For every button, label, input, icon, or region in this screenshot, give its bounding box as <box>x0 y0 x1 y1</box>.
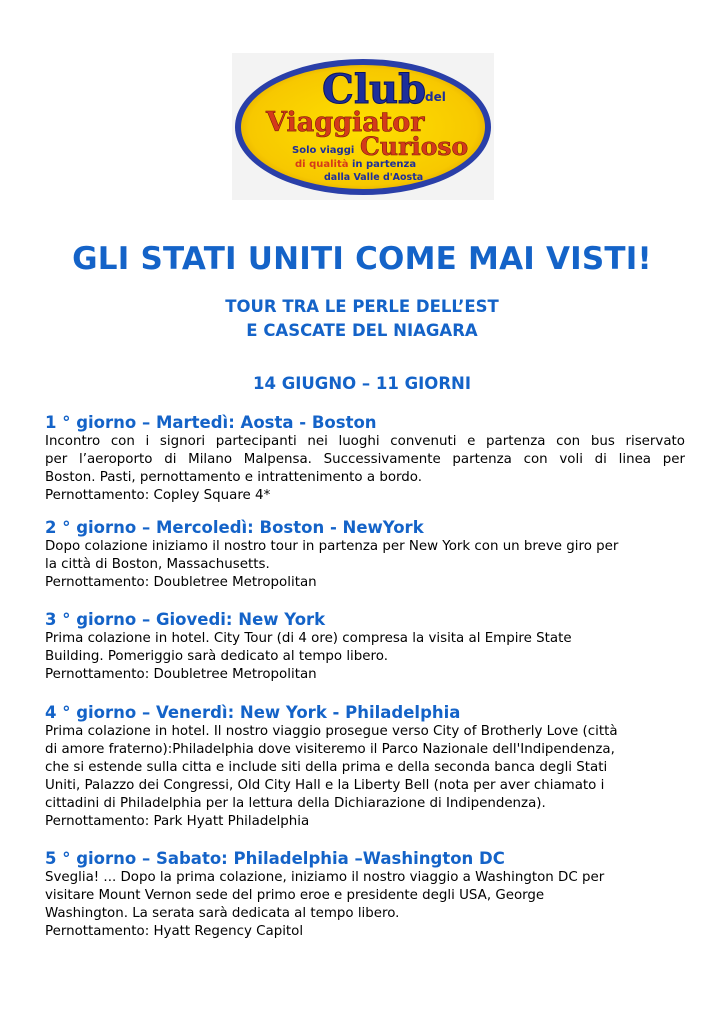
day-text-line: cittadini di Philadelphia per la lettura della Dichiarazione di Indipendenza). <box>45 796 546 811</box>
logo-curioso-text: Curioso <box>360 132 469 161</box>
tour-dates: 14 GIUGNO – 11 GIORNI <box>253 374 471 393</box>
subtitle-line-2: E CASCATE DEL NIAGARA <box>246 321 478 340</box>
logo-club-text: Club <box>322 66 427 113</box>
day-text-line: Prima colazione in hotel. Il nostro viaggio prosegue verso City of Brotherly Love (città <box>45 724 618 739</box>
day-heading: 4 ° giorno – Venerdì: New York - Philadelphia <box>45 703 461 722</box>
overnight-hotel: Pernottamento: Copley Square 4* <box>45 488 271 503</box>
day-text-line: per l’aeroporto di Milano Malpensa. Successivamente partenza con voli di linea per <box>45 452 685 467</box>
club-logo <box>232 53 494 200</box>
logo-line3: dalla Valle d'Aosta <box>324 172 424 183</box>
day-heading: 5 ° giorno – Sabato: Philadelphia –Washington DC <box>45 849 505 868</box>
day-section-1 <box>45 413 685 505</box>
day-text-line: che si estende sulla citta e include siti della prima e della seconda banca degli Stati <box>45 760 608 775</box>
overnight-hotel: Pernottamento: Doubletree Metropolitan <box>45 575 317 590</box>
day-heading: 2 ° giorno – Mercoledì: Boston - NewYork <box>45 518 424 537</box>
page-title: GLI STATI UNITI COME MAI VISTI! <box>72 241 652 277</box>
day-heading: 1 ° giorno – Martedì: Aosta - Boston <box>45 413 377 432</box>
logo-line2-red: di qualità <box>295 159 349 170</box>
day-section-3 <box>45 610 685 684</box>
overnight-hotel: Pernottamento: Park Hyatt Philadelphia <box>45 814 310 829</box>
day-text-line: la città di Boston, Massachusetts. <box>45 557 270 572</box>
day-text-line: visitare Mount Vernon sede del primo eroe e presidente degli USA, George <box>45 888 545 903</box>
overnight-hotel: Pernottamento: Hyatt Regency Capitol <box>45 924 304 939</box>
overnight-hotel: Pernottamento: Doubletree Metropolitan <box>45 667 317 682</box>
day-text-line: di amore fraterno):Philadelphia dove visiteremo il Parco Nazionale dell'Indipendenza, <box>45 742 615 757</box>
day-text-line: Prima colazione in hotel. City Tour (di 4 ore) compresa la visita al Empire State <box>45 631 572 646</box>
day-text-line: Building. Pomeriggio sarà dedicato al tempo libero. <box>45 649 388 664</box>
day-section-2 <box>45 518 685 592</box>
subtitle-line-1: TOUR TRA LE PERLE DELL’EST <box>225 297 499 316</box>
day-text-line: Washington. La serata sarà dedicata al tempo libero. <box>45 906 400 921</box>
day-text-line: Sveglia! ... Dopo la prima colazione, iniziamo il nostro viaggio a Washington DC per <box>45 870 605 885</box>
logo-line2-rest: in partenza <box>348 159 417 170</box>
logo-del-text: del <box>425 90 446 104</box>
logo-line2 <box>295 158 416 170</box>
logo-graphic <box>232 53 494 200</box>
day-text-line: Boston. Pasti, pernottamento e intrattenimento a bordo. <box>45 470 423 485</box>
day-section-4 <box>45 703 685 831</box>
day-text-line: Dopo colazione iniziamo il nostro tour in partenza per New York con un breve giro per <box>45 539 619 554</box>
day-section-5 <box>45 849 685 941</box>
day-text-line: Uniti, Palazzo dei Congressi, Old City Hall e la Liberty Bell (nota per aver chiamato i <box>45 778 605 793</box>
day-text-line: Incontro con i signori partecipanti nei luoghi convenuti e partenza con bus riservato <box>45 434 685 449</box>
logo-line1: Solo viaggi <box>292 145 355 156</box>
logo-viaggiator-text: Viaggiator <box>266 107 425 138</box>
day-heading: 3 ° giorno – Giovedi: New York <box>45 610 326 629</box>
